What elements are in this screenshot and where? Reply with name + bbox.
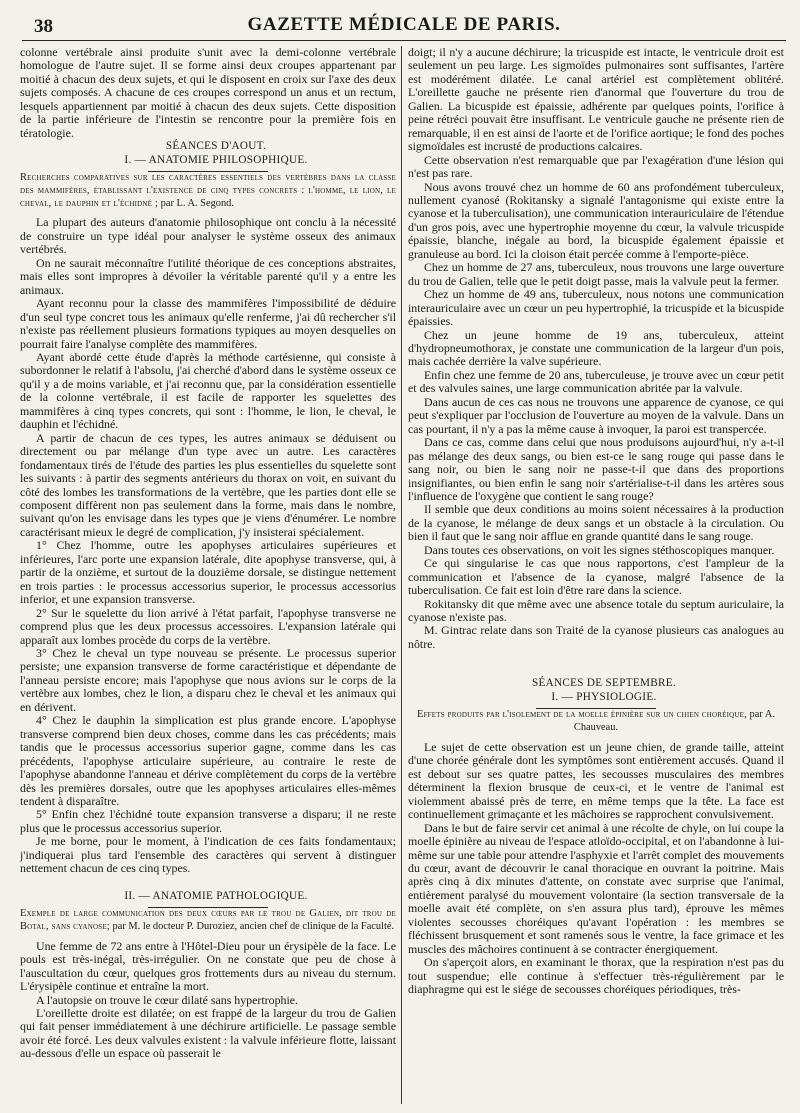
paragraph: Cette observation n'est remarquable que par l'exagération d'une lésion qui n'est pas rare. xyxy=(408,152,784,181)
paragraph: A partir de chacun de ces types, les autres animaux se déduisent ou directement ou par mélange d'un type avec un autre. Les caractères fondamentaux tirés de l'étude des parties les plus essentielles du squelette sont les suivants : à partir des segments antérieurs du thorax on voit, en suivant du côté des lombes les transformations de la vertèbre, que les parties dont elle se composent diffèrent non pas seulement dans la forme, mais dans le nombre, suivant qu'on les envisage dans les types que je viens d'énumérer. Le nombre caractérisant mieux le degré de complication, j'y insisterai spécialement. xyxy=(20,430,396,539)
paragraph: On s'aperçoit alors, en examinant le thorax, que la respiration n'est pas du tout suspendue; elle continue à s'effectuer très-régulièrement par le diaphragme qui est le siége de secousses choréiques périodiques, très- xyxy=(408,955,784,997)
paragraph: Chez un homme de 27 ans, tuberculeux, nous trouvons une large ouverture du trou de Galien, telle que le petit doigt passe, mais la valvule peut la fermer. xyxy=(408,260,784,288)
subsection-heading xyxy=(20,154,396,172)
subsection-title: I. — ANATOMIE PHILOSOPHIQUE. xyxy=(124,153,308,166)
paragraph: 3° Chez le cheval un type nouveau se présente. Le processus superior persiste; une expansion transverse de forme caractéristique et dépendante de l'anneau persiste encore; mais l'apophyse que nous avions sur le corps de la vertèbre aux lombes, chez le lion, a disparu chez le cheval et les animaux qui en dérivent. xyxy=(20,645,396,714)
paragraph: M. Gintrac relate dans son Traité de la cyanose plusieurs cas analogues au nôtre. xyxy=(408,623,784,651)
paragraph: Ayant abordé cette étude d'après la méthode cartésienne, qui consiste à subordonner le relatif à l'absolu, j'ai cherché d'abord dans le système osseux ce qu'il y a de moins variable, et j'ai reconnu que, par la considération essentielle de la colonne vertébrale, il est facile de rapporter les squelettes des mammifères à cinq types concrets, qui sont : l'homme, le lion, le cheval, le dauphin et l'échidné. xyxy=(20,350,396,432)
paragraph: Ayant reconnu pour la classe des mammifères l'impossibilité de déduire d'un seul type concret tous les animaux qu'elle renferme, j'ai dû rechercher s'il n'existe pas réellement plusieurs formations typiques au moyen desquelles on pourrait faire l'analyse complète des mammifères. xyxy=(20,296,396,351)
article-heading xyxy=(408,709,784,735)
subsection-title: I. — PHYSIOLOGIE. xyxy=(551,690,657,703)
page-header xyxy=(22,10,786,41)
section-heading-august: SÉANCES D'AOUT. xyxy=(165,140,267,153)
page-number: 38 xyxy=(34,16,53,37)
article-title: Recherches comparatives sur les caractères essentiels des vertèbres dans la classe des mammifères, établissant l'existence de cinq types concrets : l'homme, le lion, le cheval, le dauphin et l'échidné ; xyxy=(20,172,396,209)
paragraph: Dans aucun de ces cas nous ne trouvons une apparence de cyanose, ce qui peut s'expliquer par l'occlusion de l'ouverture au moyen de la valvule. Dans un cas pourtant, il n'y a pas la même cause à invoquer, la paroi est transpercée. xyxy=(408,394,784,436)
paragraph: 2° Sur le squelette du lion arrivé à l'état parfait, l'apophyse transverse ne comprend plus que les deux processus accessoires. L'expansion latérale qui apparaît aux lombes procède du corps de la vertèbre. xyxy=(20,605,396,647)
paragraph: Je me borne, pour le moment, à l'indication de ces faits fondamentaux; j'indiquerai plus tard l'ensemble des caractères qui servent à distinguer nettement chacun de ces cinq types. xyxy=(20,834,396,876)
paragraph: colonne vertébrale ainsi produite s'unit avec la demi-colonne vertébrale homologue de l'autre sujet. Il se forme ainsi deux croupes appartenant par moitié à chacun des deux sujets, et qui le disposent en croix sur l'axe des deux sujets composés. A chacune de ces croupes correspond un anus et un rectum, lesquels appartiennent par moitié à chacun des deux sujets. Cette disposition de la partie inférieure de l'intestin se rencontre pour la première fois en tératologie. xyxy=(20,46,396,140)
article-author: par M. le docteur P. Duroziez, ancien chef de clinique de la Faculté. xyxy=(112,920,395,932)
column-divider xyxy=(401,46,402,1104)
paragraph: Enfin chez une femme de 20 ans, tuberculeuse, je trouve avec un cœur petit et des valvules saines, une large communication abritée par la valvule. xyxy=(408,367,784,396)
article-author: par L. A. Segond. xyxy=(160,197,234,209)
paragraph: Chez un jeune homme de 19 ans, tuberculeux, atteint d'hydropneumothorax, je constate une communication de la largeur d'un pois, mais cachée derrière la valve supérieure. xyxy=(408,327,784,369)
paragraph: L'oreillette droite est dilatée; on est frappé de la largeur du trou de Galien qui fait penser immédiatement à une déchirure artificielle. Le passage semble avoir été forcé. Les deux valvules existent : la valvule inférieure flotte, laissant au-dessous d'elle un espace où passerait le xyxy=(20,1005,396,1061)
right-column xyxy=(408,46,784,1104)
paragraph: 4° Chez le dauphin la simplication est plus grande encore. L'apophyse transverse comprend bien deux choses, comme dans les cas précédents; mais tandis que le processus accessorius superior gagne, comme dans les cas précédents, l'apophyse articulaire supérieure, au contraire le reste de l'apophyse abandonne l'anneau et dérive complètement du corps de la vertèbre dès les premières dorsales, outre que les apophyses articulaires elles-mêmes tendent à disparaître. xyxy=(20,713,396,808)
subsection-heading xyxy=(408,691,784,709)
paragraph: Dans le but de faire servir cet animal à une récolte de chyle, on lui coupe la moelle épinière au niveau de l'espace atloïdo-occipital, et on l'abandonne à lui-même sur une table pour attendre l'asphyxie et l'arrêt complet des mouvements du cœur, avant de découvrir le canal thoracique en ouvrant la poitrine. Mais après cinq à dix minutes d'attente, on constate avec surprise que l'animal, entièrement paralysé du mouvement volontaire (la section transversale de la moelle avait été complète, on s'en assura plus tard), éprouve les mêmes violentes secousses choréiques qu'avant l'opération : les membres se fléchissent brusquement et sont ramenés sous le ventre, la face grimace et les muscles des mâchoires continuent à se contracter énergiquement. xyxy=(408,820,784,956)
paragraph: Nous avons trouvé chez un homme de 60 ans profondément tuberculeux, nullement cyanosé (Rokitansky a signalé l'antagonisme qui existe entre la cyanose et la tuberculisation), une communication interauriculaire de l'étendue d'un gros pois, avec une hypertrophie moyenne du cœur, la valvule tricuspide épaissie, blanche, inégale au bord, la bicuspide également épaissie et granuleuse au bord. Ici la cloison était percée comme à l'emporte-pièce. xyxy=(408,179,784,261)
paragraph: Dans toutes ces observations, on voit les signes stéthoscopiques manquer. xyxy=(424,542,775,557)
left-column xyxy=(20,46,396,1104)
paragraph: A l'autopsie on trouve le cœur dilaté sans hypertrophie. xyxy=(36,992,299,1007)
paragraph: Chez un homme de 49 ans, tuberculeux, nous notons une communication interauriculaire avec un cœur un peu hypertrophié, la tricuspide et la bicuspide épaissies. xyxy=(408,287,784,329)
paragraph: La plupart des auteurs d'anatomie philosophique ont conclu à la nécessité de construire un type idéal pour analyser le système osseux des animaux vertébrés. xyxy=(20,215,396,257)
article-heading xyxy=(20,908,396,934)
paragraph: doigt; il n'y a aucune déchirure; la tricuspide est intacte, le ventricule droit est seulement un peu large. Les sigmoïdes pulmonaires sont suffisantes, l'artère est modérément dilatée. Le canal artériel est complètement oblitéré. L'oreillette gauche ne présente rien d'anormal que l'ouverture du trou de Galien. La bicuspide est épaissie, adhérente par quelques points, l'orifice à peine rétréci pouvait être insuffisant. Le ventricule gauche ne présente rien de remarquable, il en est ainsi de l'aorte et de l'orifice aortique; le fond des poches sigmoïdales est incrusté de productions calcaires. xyxy=(408,46,784,154)
paragraph: Dans ce cas, comme dans celui que nous produisons aujourd'hui, n'y a-t-il pas mélange des deux sangs, ou bien est-ce le sang rouge qui passe dans le sang noir, ou bien le sang noir ne passe-t-il que dans des proportions insignifiantes, ou bien enfin le sang noir s'artérialise-t-il dans les artères sous l'influence de l'oxygène que contient le sang rouge? xyxy=(408,435,784,503)
article-author: par A. Chauveau. xyxy=(573,709,775,734)
paragraph: On ne saurait méconnaître l'utilité théorique de ces conceptions abstraites, mais elles sont impropres à dévoiler la véritable parenté qu'il y a entre les animaux. xyxy=(20,255,396,297)
paragraph: Rokitansky dit que même avec une absence totale du septum auriculaire, la cyanose n'existe pas. xyxy=(408,596,784,625)
paragraph: Le sujet de cette observation est un jeune chien, de grande taille, atteint d'une chorée générale dont les symptômes sont entièrement accusés. Quand il est debout sur ses quatre pattes, les secousses musculaires des membres déterminent la flexion brusque de ceux-ci, et le ventre de l'animal est violemment abaissé près de terre, en même temps que la tête. La face est continuellement grimaçante et les mâchoires se rapprochent convulsivement. xyxy=(408,739,784,822)
paragraph: 1° Chez l'homme, outre les apophyses articulaires supérieures et inférieures, l'arc porte une expansion latérale, dite apophyse transverse, qui, à partir de la onzième, et surtout de la douzième dorsale, se distingue nettement en trois parties : le processus accessorius superior, le processus accessorius inferior, et une expansion transverse. xyxy=(20,538,396,607)
paragraph: Il semble que deux conditions au moins soient nécessaires à la production de la cyanose, le mélange de deux sangs et un obstacle à la circulation. Ou bien il faut que le sang noir afflue en grande quantité dans le sang rouge. xyxy=(408,502,784,544)
subsection-heading xyxy=(20,890,396,908)
paragraph: Ce qui singularise le cas que nous rapportons, c'est l'ampleur de la communication et l'absence de la cyanose, malgré l'absence de la tuberculisation. Ce fait est loin d'être rare dans la science. xyxy=(408,556,784,598)
article-title: Exemple de large communication des deux cœurs par le trou de Galien, dit trou de Botal, sans cyanose; xyxy=(20,908,396,932)
article-title: Effets produits par l'isolement de la moelle épinière sur un chien choréique, xyxy=(417,709,747,721)
paragraph: Une femme de 72 ans entre à l'Hôtel-Dieu pour un érysipèle de la face. Le pouls est très-inégal, très-irrégulier. On ne constate que peu de chose à l'auscultation du cœur, quelques gros frottements durs au niveau du sternum. L'érysipèle continue et entraîne la mort. xyxy=(20,938,396,994)
paragraph: 5° Enfin chez l'échidné toute expansion transverse a disparu; il ne reste plus que le processus accessorius superior. xyxy=(20,807,396,835)
section-heading-september: SÉANCES DE SEPTEMBRE. xyxy=(532,677,676,690)
article-heading xyxy=(20,172,396,210)
running-title: GAZETTE MÉDICALE DE PARIS. xyxy=(247,14,561,35)
subsection-title: II. — ANATOMIE PATHOLOGIQUE. xyxy=(124,889,308,902)
